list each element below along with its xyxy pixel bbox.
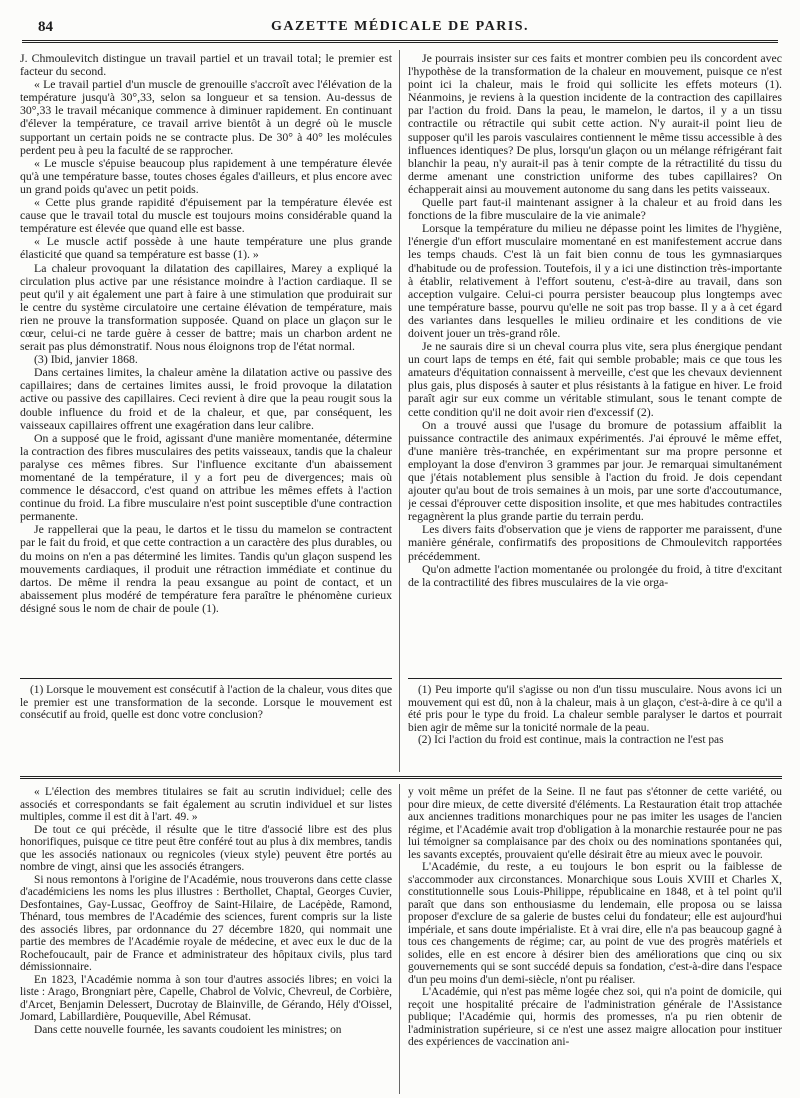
paragraph: L'Académie, du reste, a eu toujours le bon esprit ou la faiblesse de s'accommoder aux circonstances. Monarchique sous Louis XVIII et Charles X, constitutionnelle sous Louis-Philippe, républicaine en 1848, et à tel point qu'il paraît que dans son enthousiasme du lendemain, elle proposa ou se laissa proposer d'exclure de sa galerie de bustes celui du fondateur; elle est aujourd'hui impériale, et sans doute impérialiste. Et à vrai dire, elle n'a pas beaucoup gagné à tous ces changements de régime; car, au point de vue des progrès matériels et solides, elle en est encore à désirer bien des améliorations que cinq ou six gouvernements qui se sont succédé depuis sa fondation, c'est-à-dire dans l'espace d'un peu moins d'un demi-siècle, n'ont pu réaliser. [408, 861, 782, 986]
article-column-right [408, 52, 782, 670]
paragraph: « Le travail partiel d'un muscle de grenouille s'accroît avec l'élévation de la température jusqu'à 30°,33, selon sa longueur et sa tension. Au-dessus de 30°,33 le travail mécanique commence à diminuer rapidement. En continuant d'élever la température, ce travail arrive bientôt à un degré où le muscle supportant un certain poids ne se contracte plus. De 30° à 40° les molécules perdent peu à peu la faculté de se rapprocher. [20, 77, 392, 157]
column-divider-top [399, 50, 400, 772]
footnote: (1) Peu importe qu'il s'agisse ou non d'un tissu musculaire. Nous avons ici un mouvement qui est dû, non à la chaleur, mais à un glaçon, c'est-à-dire à ce qu'il a été pris pour le type du froid. La chaleur semble paralyser le dartos et pourrait bien agir de même sur la tonicité normale de la peau. [408, 684, 782, 734]
footnote: (1) Lorsque le mouvement est consécutif à l'action de la chaleur, vous dites que le premier est une transformation de la seconde. Lorsque le mouvement est consécutif au froid, quelle est donc votre conclusion? [20, 684, 392, 721]
paragraph: Si nous remontons à l'origine de l'Académie, nous trouverons dans cette classe d'académiciens les noms les plus illustres : Berthollet, Chaptal, Georges Cuvier, Desfontaines, Gay-Lussac, Geoffroy de Saint-Hilaire, de Lacépède, Ramond, Thénard, tous membres de l'Académie des sciences, furent compris sur la liste des associés libres, par ordonnance du 27 décembre 1820, qui nommait une partie des membres de l'Académie royale de médecine, et avec eux le duc de la Rochefoucault, pair de France et administrateur des hôpitaux civils, plus tard démissionnaire. [20, 873, 392, 973]
paragraph: Qu'on admette l'action momentanée ou prolongée du froid, à titre d'excitant de la contractilité des fibres musculaires de la vie orga- [408, 561, 782, 589]
paragraph: De tout ce qui précède, il résulte que le titre d'associé libre est des plus honorifiques, puisque ce titre peut être conféré tout au plus à dix membres, tandis que les associés nationaux ou regnicoles (vieux style) peuvent être portés au nombre de vingt, ainsi que les associés étrangers. [20, 823, 392, 873]
article-column-left [20, 52, 392, 670]
paragraph: J. Chmoulevitch distingue un travail partiel et un travail total; le premier est facteur du second. [20, 52, 392, 79]
paragraph: « Le muscle actif possède à une haute température une plus grande élasticité que quand sa température est basse (1). » [20, 234, 392, 262]
paragraph: Dans cette nouvelle fournée, les savants coudoient les ministres; on [34, 1023, 342, 1036]
paragraph: Je ne saurais dire si un cheval courra plus vite, sera plus énergique pendant un court laps de temps en été, fait qui semble probable; mais ce que tous les amateurs d'équitation connaissent à merveille, c'est que les chevaux deviennent plus gais, plus disposés à sauter et plus résistants à la fatigue en hiver. Le froid paraît agir sur eux comme un véritable stimulant, sous le tenant compte de cette condition qu'il ne doit avoir rien d'excessif (2). [408, 339, 782, 419]
paragraph: « L'élection des membres titulaires se fait au scrutin individuel; celle des associés et correspondants se fait également au scrutin individuel et sur listes multiples, comme il est dit à l'art. 49. » [20, 786, 392, 823]
paragraph: On a trouvé aussi que l'usage du bromure de potassium affaiblit la puissance contractile des animaux expérimentés. J'ai éprouvé le même effet, d'une manière très-tranchée, en expérimentant sur ma propre personne et employant la dose d'environ 3 grammes par jour. Je remarquai simultanément que j'étais notablement plus sensible à l'action du froid. Je dois cependant ajouter qu'au bout de trois semaines à un mois, par une sorte d'accoutumance, je cessai d'éprouver cette disposition insolite, et que mes habitudes contractiles regagnèrent la plus grande partie du terrain perdu. [408, 417, 782, 524]
paragraph: L'Académie, qui n'est pas même logée chez soi, qui n'a point de domicile, qui reçoit une hospitalité précaire de l'administration générale de l'Assistance publique; l'Académie qui, hormis des promesses, n'a pu rien obtenir de l'administration supérieure, si ce n'est une assez maigre allocation pour instituer des expériences de vaccination ani- [408, 986, 782, 1048]
footnote: (2) Ici l'action du froid est continue, mais la contraction ne l'est pas [418, 734, 724, 746]
paragraph: En 1823, l'Académie nomma à son tour d'autres associés libres; en voici la liste : Arago, Brongniart père, Capelle, Chabrol de Volvic, Chevreul, de Corbière, d'Arcet, Benjamin Delessert, Ducrotay de Blainville, de Gérando, Hély d'Oissel, Jomard, Labillardière, Pouqueville, Abel Rémusat. [20, 973, 392, 1023]
paragraph: « Cette plus grande rapidité d'épuisement par la température élevée est cause que le travail total du muscle est toujours moins considérable quand la température est élevée que quand elle est basse. [20, 195, 392, 236]
paragraph: Je rappellerai que la peau, le dartos et le tissu du mamelon se contractent par le fait du froid, et que cette contraction a un caractère des plus durables, ou du moins on n'en a pas déterminé les limites. Tandis qu'un glaçon suspend les mouvements cardiaques, il produit une rétraction immédiate et continue du dartos. De même il rendra la peau exsangue au point de contact, et un abaissement plus modéré de température fera paraître le phénomène curieux désigné sous le nom de chair de poule (1). [20, 522, 392, 615]
feuilleton-rule [20, 776, 782, 779]
footnote-rule-right [408, 678, 782, 679]
paragraph: La chaleur provoquant la dilatation des capillaires, Marey a expliqué la circulation plus active par une résistance moindre à l'action cardiaque. Il se peut qu'il y ait également une part à faire à une stimulation que produirait sur le centre du système circulatoire une certaine élévation de température, mais rien ne prouve la transformation supposée. Quand on place un glaçon sur le cœur, celui-ci ne tarde guère à cesser de battre; mais un charbon ardent ne serait pas plus démonstratif. Nous nous éloignons trop de l'état normal. [20, 260, 392, 354]
footnotes-left [20, 684, 392, 772]
paragraph: On a supposé que le froid, agissant d'une manière momentanée, détermine la contraction des fibres musculaires des petits vaisseaux, tandis que la chaleur paralyse ces mêmes fibres. Sur l'influence excitante d'un abaissement momentané de la température, il y a fort peu de divergences; mais où commence le désaccord, c'est quand on attribue les mêmes effets à l'action continue du froid. La fibre musculaire n'est point susceptible d'une contraction permanente. [20, 430, 392, 524]
paragraph: Je pourrais insister sur ces faits et montrer combien peu ils concordent avec l'hypothèse de la transformation de la chaleur en mouvement, puisque ce n'est point ici la chaleur, mais le froid qui sollicite les effets moteurs (1). Néanmoins, je reviens à la question incidente de la contraction des capillaires par l'action du froid. Dans la peau, le mamelon, le dartos, il y a un tissu contractile ou rétractile qui subit cette action. N'y aurait-il point lieu de supposer qu'il les parois vasculaires contiennent le même tissu accessible à des influences identiques? De plus, lorsqu'un glaçon ou un mélange réfrigérant fait blanchir la peau, n'y aurait-il pas à tenir compte de la rétractilité du tissu du derme amenant une constriction uniforme des tubes capillaires? On échapperait ainsi au mouvement autonome du sang dans les petits vaisseaux. [408, 52, 782, 196]
paragraph: Lorsque la température du milieu ne dépasse point les limites de l'hygiène, l'énergie d'un effort musculaire momentané en est manifestement accrue dans les temps chauds. C'est là un fait bien connu de tous les gymnasiarques d'habitude ou de profession. Toutefois, il y a ici une distinction très-importante à établir, relativement à l'effort soutenu, c'est-à-dire au travail, dans son acception vulgaire. Celui-ci pourra persister beaucoup plus longtemps avec une température basse, pourvu qu'elle ne soit pas trop basse. Il y a à cet égard des variantes dans lesquelles le milieu ordinaire et les conditions de vie doivent jouer un très-grand rôle. [408, 221, 782, 340]
page-header [22, 16, 778, 38]
column-divider-bottom [399, 784, 400, 1094]
footnote-rule-left [20, 678, 392, 679]
paragraph: « Le muscle s'épuise beaucoup plus rapidement à une température élevée qu'à une température basse, toutes choses égales d'ailleurs, et plus encore avec un grand poids qu'avec un petit poids. [20, 155, 392, 196]
feuilleton-column-right [408, 786, 782, 1092]
paragraph: Les divers faits d'observation que je viens de rapporter me paraissent, d'une manière générale, confirmatifs des propositions de Chmoulevitch rapportées précédemment. [408, 522, 782, 563]
paragraph: (3) Ibid, janvier 1868. [34, 352, 138, 367]
paragraph: Dans certaines limites, la chaleur amène la dilatation active ou passive des capillaires; dans de certaines limites aussi, le froid provoque la dilatation active ou passive des capillaires. Ceci revient à dire que la peau rougit sous la double influence du froid et de la chaleur, et que, par conséquent, les vaisseaux capillaires offrent une exagération dans leur calibre. [20, 365, 392, 432]
paragraph: y voit même un préfet de la Seine. Il ne faut pas s'étonner de cette variété, ou pour dire mieux, de cette diversité d'éléments. La Restauration était trop attachée aux anciennes traditions monarchiques pour ne pas imiter les usages de l'ancien régime, et l'Académie avait trop d'obligation à la monarchie restaurée pour ne pas lui témoigner sa complaisance par des choix ou des nominations spontanées qui, les savants exceptés, prouvaient qu'elle désirait être au mieux avec le pouvoir. [408, 786, 782, 861]
feuilleton-column-left [20, 786, 392, 1092]
page-number: 84 [38, 19, 53, 35]
paragraph: Quelle part faut-il maintenant assigner à la chaleur et au froid dans les fonctions de la fibre musculaire de la vie animale? [408, 195, 782, 223]
footnotes-right [408, 684, 782, 772]
journal-title: GAZETTE MÉDICALE DE PARIS. [270, 19, 530, 34]
header-rule [22, 40, 778, 43]
